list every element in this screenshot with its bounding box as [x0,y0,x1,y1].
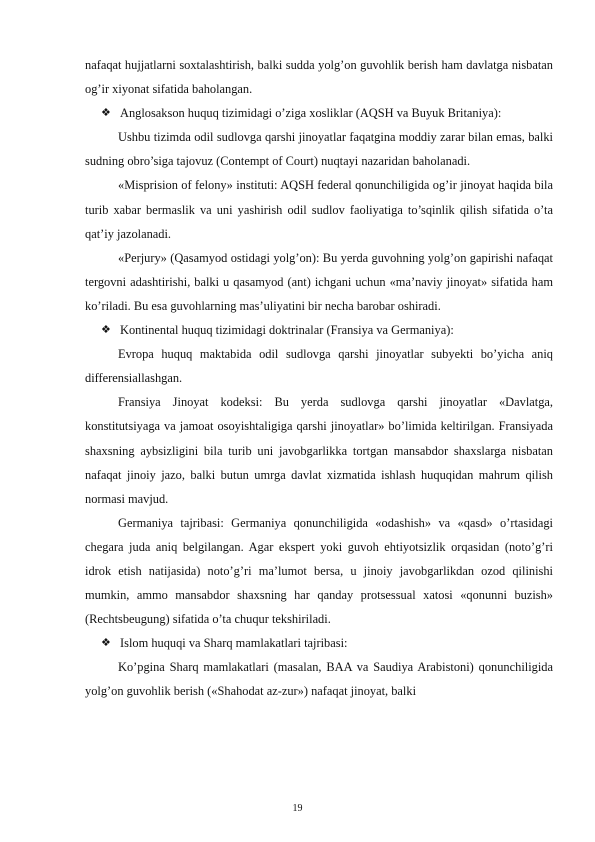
bullet-text: Anglosakson huquq tizimidagi o’ziga xosliklar (AQSH va Buyuk Britaniya): [120,106,502,121]
paragraph-perjury: «Perjury» (Qasamyod ostidagi yolg’on): Bu yerda guvohning yolg’on gapirishi nafaqat tergovni adashtirishi, balki u qasamyod (ant) ichgani uchun «ma’naviy jinoyat» sifatida ham ko’riladi. Bu esa guvohlarning mas’uliyatini bir necha barobar oshiradi. [85,250,553,313]
paragraph-misprision-of-felony: «Misprision of felony» instituti: AQSH federal qonunchiligida og’ir jinoyat haqida bila turib xabar bermaslik va uni yashirish odil sudlov faoliyatiga to’sqinlik qilish sifatida o’ta qat’iy jazolanadi. [85,178,553,241]
bullet-text: Kontinental huquq tizimidagi doktrinalar (Fransiya va Germaniya): [120,323,454,338]
paragraph-contempt-of-court: Ushbu tizimda odil sudlovga qarshi jinoyatlar faqatgina moddiy zarar bilan emas, balki sudning obro’siga tajovuz (Contempt of Court) nuqtayi nazaridan baholanadi. [85,130,553,169]
bullet-heading-continental [85,318,553,342]
paragraph-french-code: Fransiya Jinoyat kodeksi: Bu yerda sudlovga qarshi jinoyatlar «Davlatga, konstitutsiyaga va jamoat osoyishtaligiga qarshi jinoyatlar» bo’limida keltirilgan. Fransiyada shaxsning aybsizligini bila turib uni javobgarlikka tortgan mansabdor shaxslarga nisbatan nafaqat jinoiy jazo, balki butun umrga davlat xizmatida ishlash huquqidan mahrum qilish normasi mavjud. [85,395,553,506]
paragraph-eastern-countries: Ko’pgina Sharq mamlakatlari (masalan, BAA va Saudiya Arabistoni) qonunchiligida yolg’on guvohlik berish («Shahodat az-zur») nafaqat jinoyat, balki [85,660,553,699]
diamond-bullet-icon: ❖ [101,324,111,337]
paragraph-german-experience: Germaniya tajribasi: Germaniya qonunchiligida «odashish» va «qasd» o’rtasidagi chegara juda aniq belgilangan. Agar ekspert yoki guvoh ehtiyotsizlik orqasidan (noto’g’ri idrok etish natijasida) noto’g’ri ma’lumot bersa, u jinoiy javobgarlikdan ozod qilinishi mumkin, ammo mansabdor shaxsning har qanday protsessual xatosi «qonunni buzish» (Rechtsbeugung) sifatida o’ta chuqur tekshiriladi. [85,515,553,627]
page-body [85,53,553,704]
bullet-text: Islom huquqi va Sharq mamlakatlari tajribasi: [120,636,348,651]
bullet-heading-anglo-saxon [85,101,553,125]
bullet-heading-islamic-law [85,631,553,655]
diamond-bullet-icon: ❖ [101,107,111,120]
paragraph-european-school: Evropa huquq maktabida odil sudlovga qarshi jinoyatlar subyekti bo’yicha aniq differensiallashgan. [85,347,553,386]
page-number: 19 [292,803,303,814]
diamond-bullet-icon: ❖ [101,637,111,650]
paragraph-continuation: nafaqat hujjatlarni soxtalashtirish, balki sudda yolg’on guvohlik berish ham davlatga nisbatan og’ir xiyonat sifatida baholangan. [85,58,553,97]
